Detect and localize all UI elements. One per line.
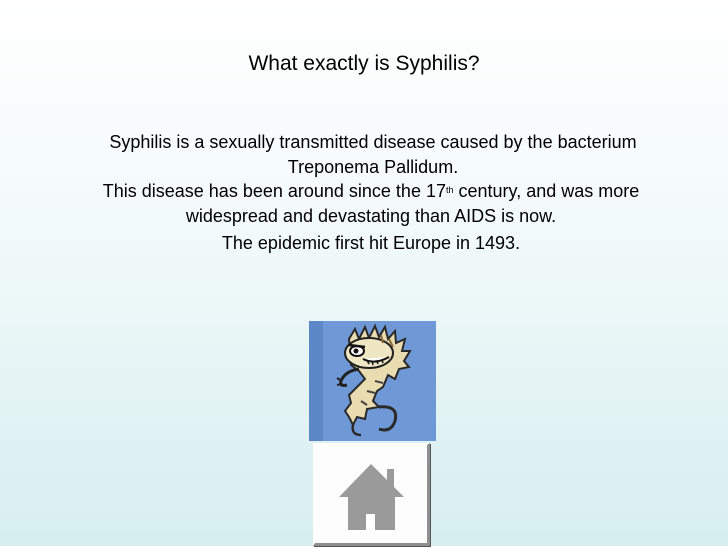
home-icon — [315, 445, 427, 543]
paragraph-epidemic: The epidemic first hit Europe in 1493. — [221, 233, 521, 253]
history-text-end: century, and was more widespread and devastating than AIDS is now. — [185, 181, 640, 226]
home-button[interactable] — [313, 443, 430, 546]
history-text-start: This disease has been around since the 17 — [102, 181, 446, 201]
slide-title: What exactly is Syphilis? — [248, 52, 480, 75]
paragraph-history — [60, 179, 682, 228]
slide-body — [60, 130, 682, 256]
paragraph-definition: Syphilis is a sexually transmitted disease caused by the bacterium Treponema Pallidum. — [109, 132, 637, 177]
ordinal-superscript: th — [445, 185, 454, 195]
germ-cartoon-icon — [309, 321, 436, 441]
